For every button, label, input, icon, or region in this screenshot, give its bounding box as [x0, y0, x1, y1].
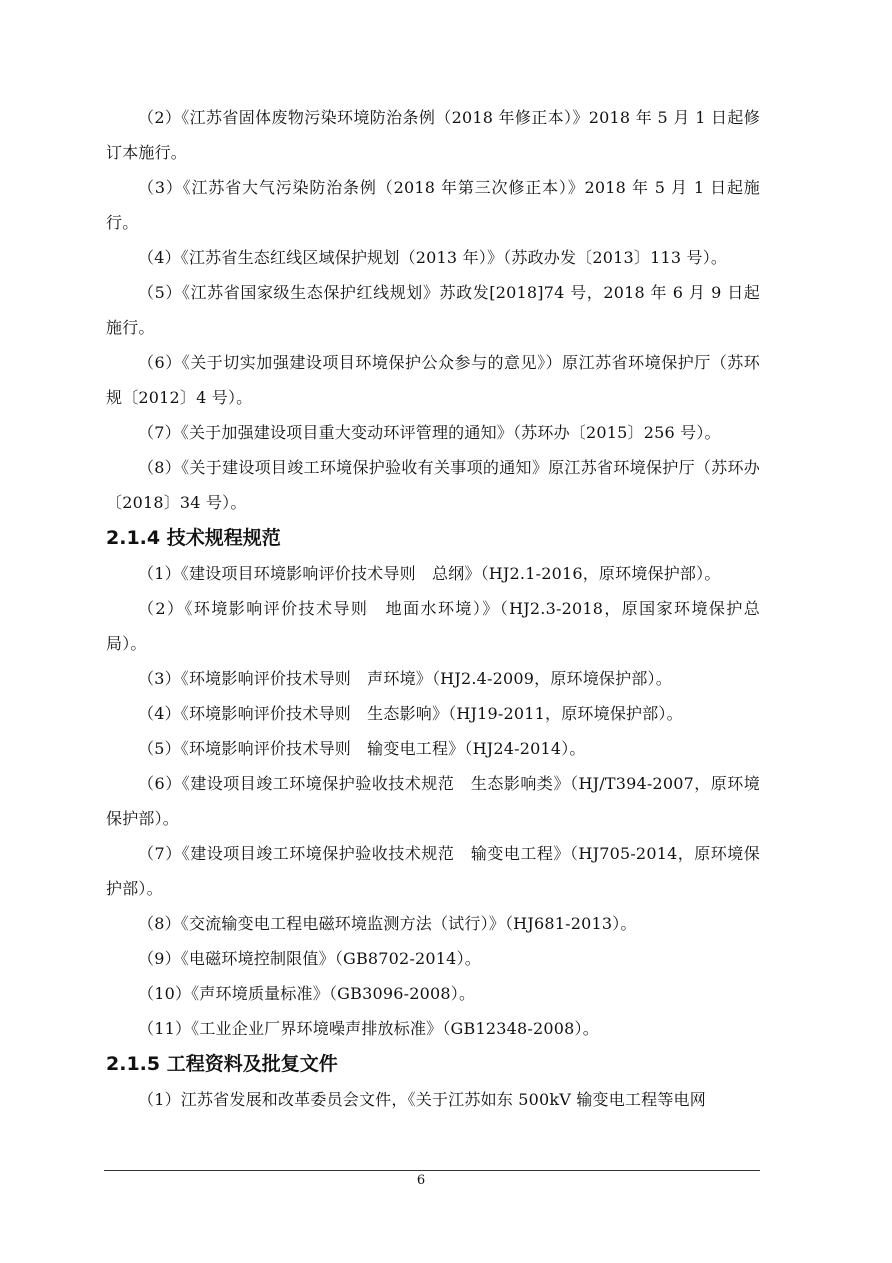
regulation-item-7: （7）《关于加强建设项目重大变动环评管理的通知》（苏环办〔2015〕256 号）。 [138, 423, 721, 442]
approval-item-1: （1）江苏省发展和改革委员会文件，《关于江苏如东 500kV 输变电工程等电网 [138, 1090, 706, 1109]
regulation-item-2: （2）《江苏省固体废物污染环境防治条例（2018 年修正本）》2018 年 5 月 1 日起修订本施行。 [106, 108, 760, 162]
standard-item-1: （1）《建设项目环境影响评价技术导则 总纲》（HJ2.1-2016，原环境保护部）。 [138, 564, 721, 583]
regulation-item-4: （4）《江苏省生态红线区域保护规划（2013 年）》（苏政办发〔2013〕113 号）。 [138, 248, 728, 267]
footer-divider [104, 1170, 760, 1171]
standard-item-6: （6）《建设项目竣工环境保护验收技术规范 生态影响类》（HJ/T394-2007，原环境保护部）。 [106, 774, 760, 828]
regulation-item-3: （3）《江苏省大气污染防治条例（2018 年第三次修正本）》2018 年 5 月 1 日起施行。 [106, 178, 760, 232]
section-heading-2-1-5: 2.1.5 工程资料及批复文件 [106, 1053, 338, 1075]
standard-item-4: （4）《环境影响评价技术导则 生态影响》（HJ19-2011，原环境保护部）。 [138, 704, 683, 723]
standard-item-2: （2）《环境影响评价技术导则 地面水环境）》（HJ2.3-2018，原国家环境保护总局）。 [106, 599, 760, 653]
page-content [106, 100, 760, 1117]
section-heading-2-1-4: 2.1.4 技术规程规范 [106, 527, 281, 549]
standard-item-3: （3）《环境影响评价技术导则 声环境》（HJ2.4-2009，原环境保护部）。 [138, 669, 672, 688]
standard-item-9: （9）《电磁环境控制限值》（GB8702-2014）。 [138, 949, 481, 968]
standard-item-10: （10）《声环境质量标准》（GB3096-2008）。 [138, 984, 476, 1003]
standard-item-5: （5）《环境影响评价技术导则 输变电工程》（HJ24-2014）。 [138, 739, 586, 758]
regulation-item-6: （6）《关于切实加强建设项目环境保护公众参与的意见》）原江苏省环境保护厅（苏环规〔2012〕4 号）。 [106, 353, 760, 407]
standard-item-8: （8）《交流输变电工程电磁环境监测方法（试行）》（HJ681-2013）。 [138, 914, 637, 933]
standard-item-7: （7）《建设项目竣工环境保护验收技术规范 输变电工程》（HJ705-2014，原环境保护部）。 [106, 844, 760, 898]
regulation-item-5: （5）《江苏省国家级生态保护红线规划》苏政发[2018]74 号，2018 年 6 月 9 日起施行。 [106, 283, 760, 337]
standard-item-11: （11）《工业企业厂界环境噪声排放标准》（GB12348-2008）。 [138, 1019, 599, 1038]
page-number: 6 [416, 1173, 426, 1188]
regulation-item-8: （8）《关于建设项目竣工环境保护验收有关事项的通知》原江苏省环境保护厅（苏环办〔2018〕34 号）。 [106, 458, 760, 512]
